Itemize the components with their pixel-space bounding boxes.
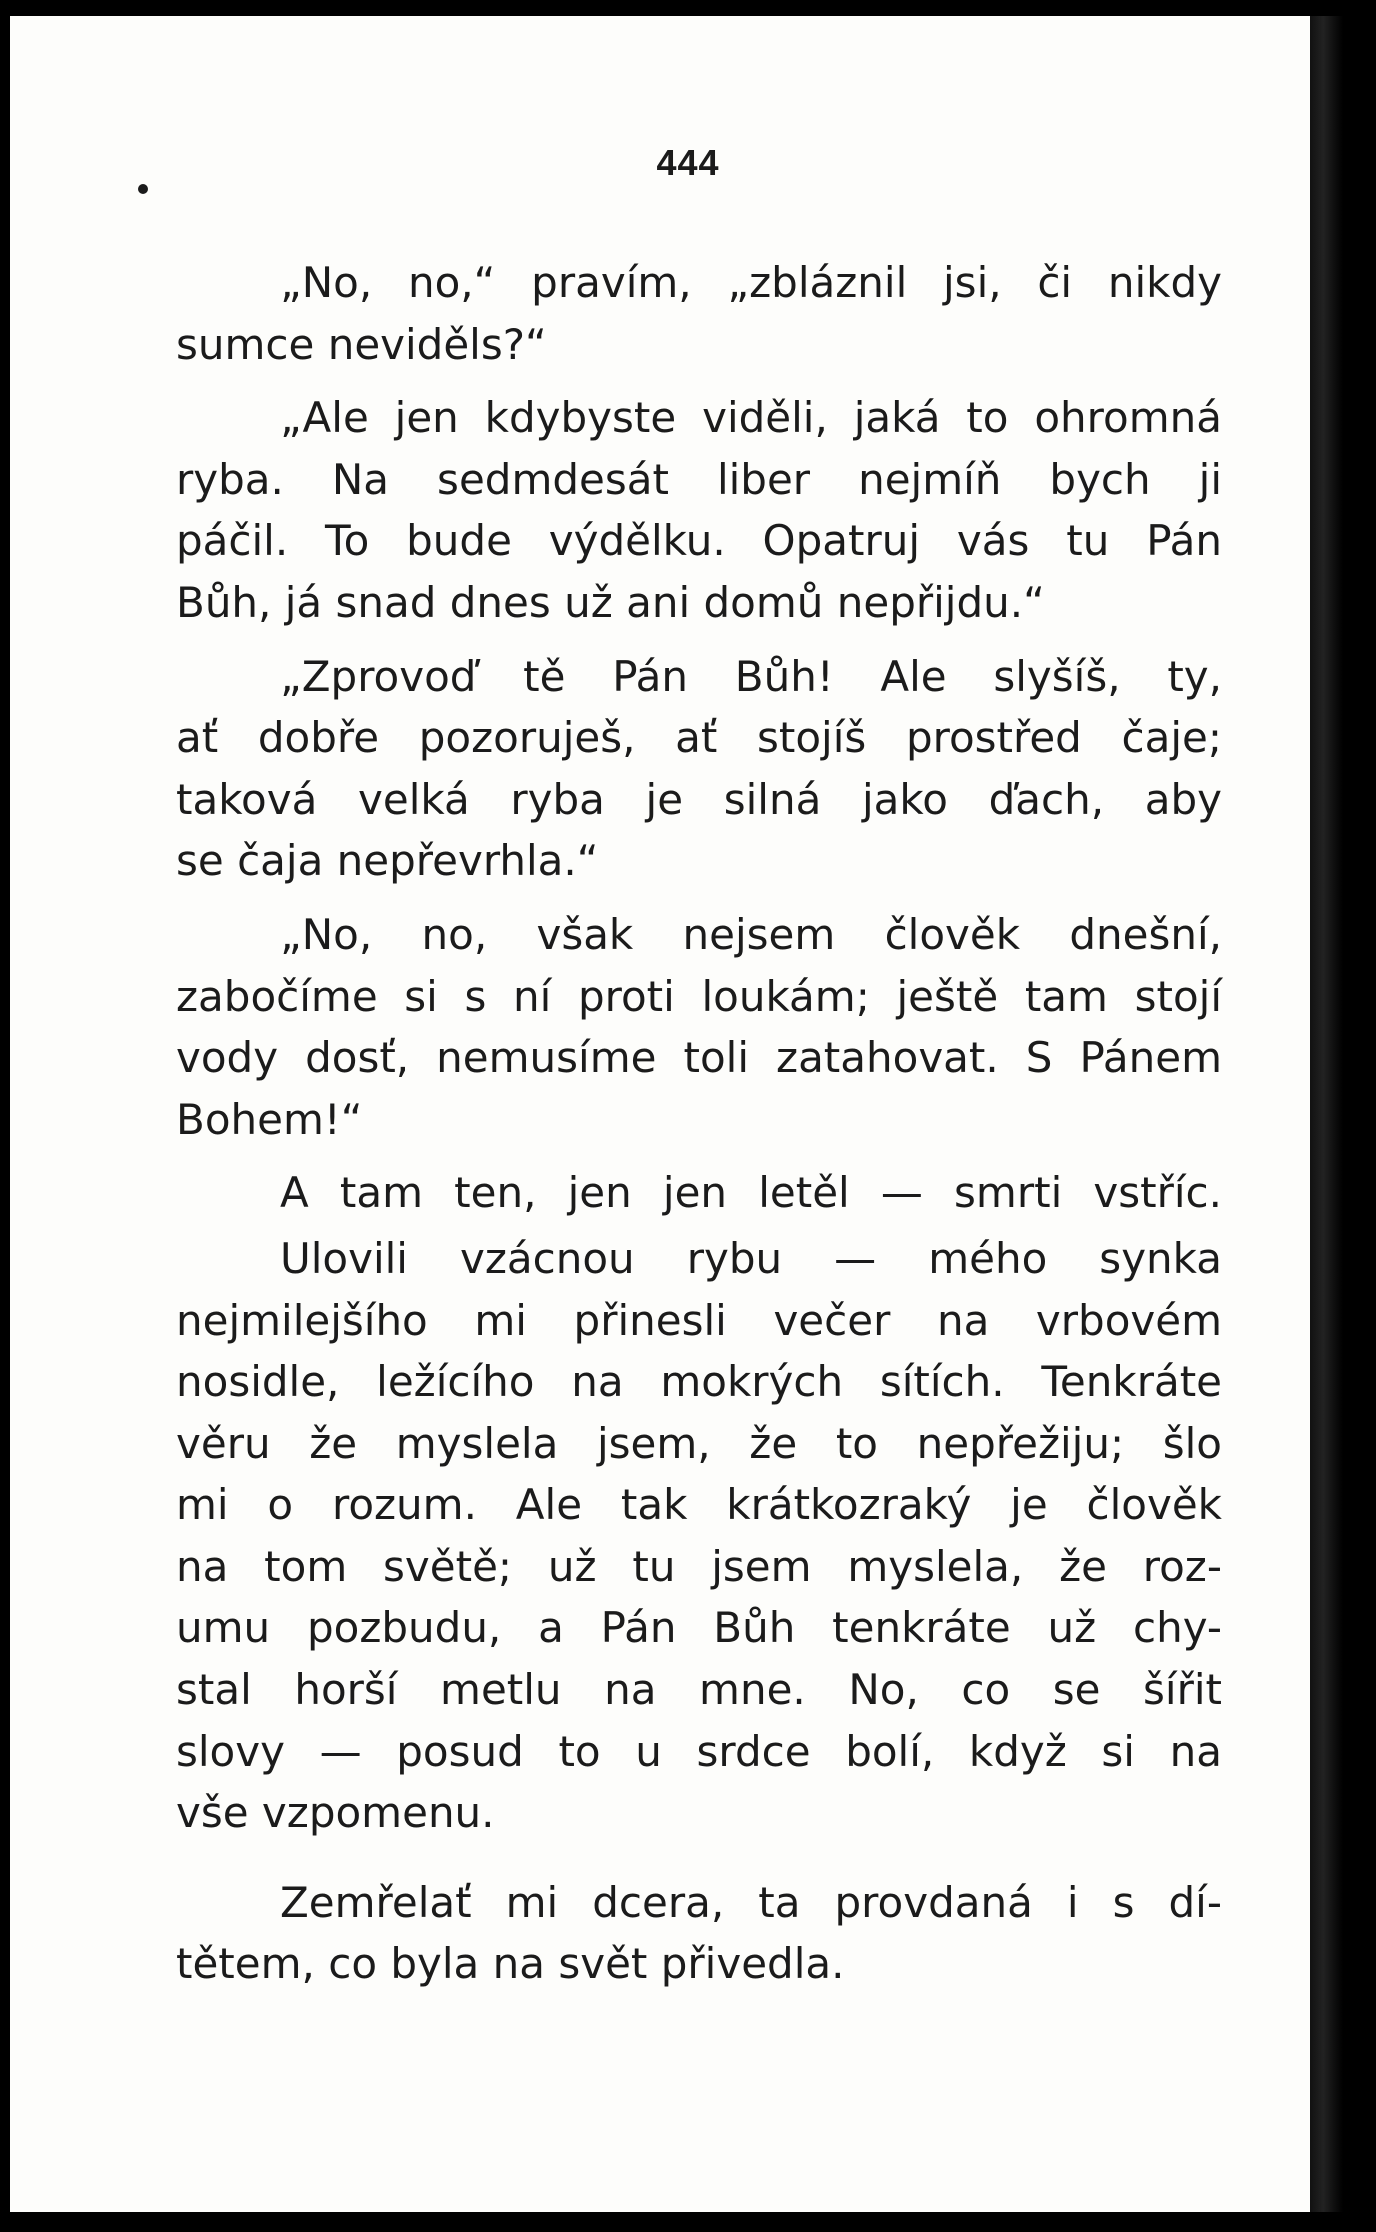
text-line: na tom světě; už tu jsem myslela, že roz- [176,1541,1222,1591]
text-line: „Zprovoď tě Pán Bůh! Ale slyšíš, ty, [280,651,1222,701]
text-line: se čaja nepřevrhla.“ [176,836,599,886]
text-line: A tam ten, jen jen letěl — smrti vstříc. [280,1168,1222,1218]
text-line: „No, no, však nejsem člověk dnešní, [280,909,1222,959]
text-line: „No, no,“ pravím, „zbláznil jsi, či nikdy [280,258,1222,307]
text-line: Bůh, já snad dnes už ani domů nepřijdu.“ [176,577,1045,627]
text-line: vody dosť, nemusíme toli zatahovat. S Pánem [176,1033,1222,1083]
text-line: slovy — posud to u srdce bolí, když si na [176,1726,1222,1776]
paragraph-5 [176,1162,1222,1224]
paragraph-6 [176,1228,1222,1844]
text-line: vše vzpomenu. [176,1788,495,1838]
text-line: „Ale jen kdybyste viděli, jaká to ohromná [280,393,1222,443]
text-line: sumce neviděls?“ [176,319,547,369]
text-line: ať dobře pozoruješ, ať stojíš prostřed čaje; [176,713,1222,763]
text-line: Zemřelať mi dcera, ta provdaná i s dí- [280,1877,1222,1927]
text-line: ryba. Na sedmdesát liber nejmíň bych ji [176,454,1222,504]
page-right-border [1310,16,1343,2212]
page-number: 444 [656,142,720,183]
text-line: Bohem!“ [176,1094,363,1144]
paragraph-1 [176,252,1222,375]
paragraph-4 [176,904,1222,1150]
text-line: tětem, co byla na svět přivedla. [176,1939,845,1989]
text-line: stal horší metlu na mne. No, co se šířit [176,1665,1222,1715]
text-line: Ulovili vzácnou rybu — mého synka [280,1233,1222,1283]
paragraph-7 [176,1872,1222,1995]
text-line: nejmilejšího mi přinesli večer na vrbovém [176,1295,1222,1345]
body-text [176,252,1222,1995]
text-line: zabočíme si s ní proti loukám; ještě tam stojí [176,971,1222,1021]
text-line: taková velká ryba je silná jako ďach, aby [176,774,1222,824]
text-line: mi o rozum. Ale tak krátkozraký je člověk [176,1480,1222,1530]
text-line: umu pozbudu, a Pán Bůh tenkráte už chy- [176,1603,1222,1653]
text-line: nosidle, ležícího na mokrých sítích. Tenkráte [176,1357,1222,1407]
text-line: páčil. To bude výdělku. Opatruj vás tu Pán [176,516,1222,566]
paragraph-2 [176,387,1222,633]
paragraph-3 [176,646,1222,892]
text-line: věru že myslela jsem, že to nepřežiju; šlo [176,1418,1222,1468]
margin-mark [138,184,148,194]
